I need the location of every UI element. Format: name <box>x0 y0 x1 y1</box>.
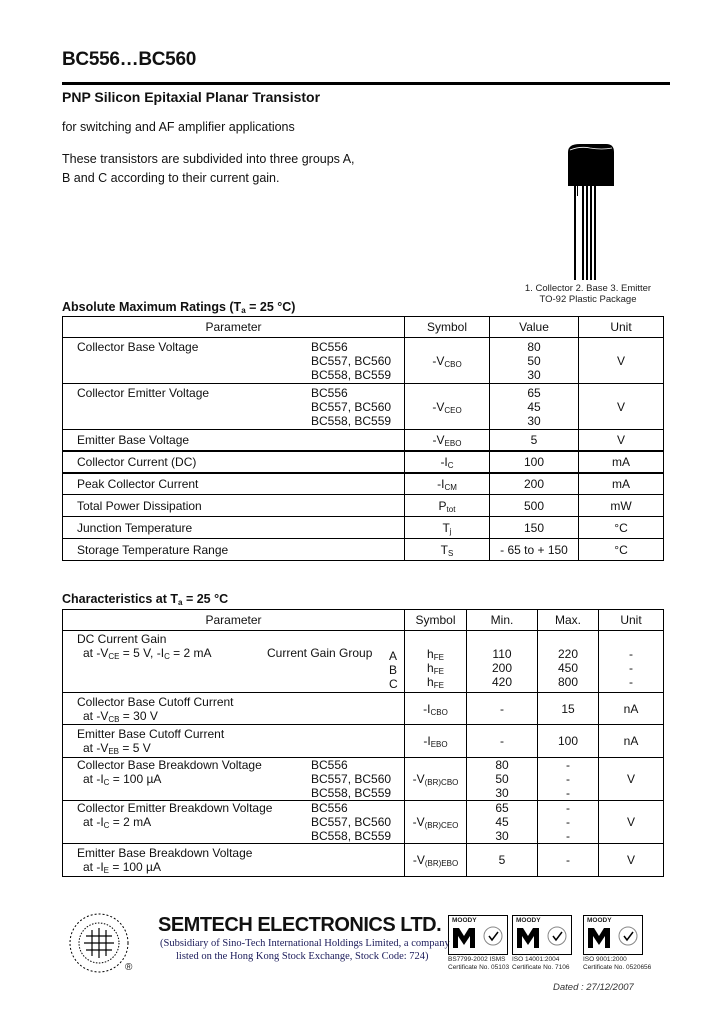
value: - 65 to + 150 <box>500 542 568 557</box>
pinout-text: 1. Collector 2. Base 3. Emitter <box>524 283 652 294</box>
header-symbol: Symbol <box>405 317 490 338</box>
parameter-name: Storage Temperature Range <box>77 542 229 557</box>
symbol <box>405 647 466 661</box>
table-row <box>63 725 664 758</box>
unit-cell: mA <box>579 451 664 473</box>
description-line-1: These transistors are subdivided into three groups A, <box>62 152 355 166</box>
condition-subscript: C <box>164 652 170 661</box>
symbol-cell <box>405 725 467 758</box>
table-row <box>63 338 664 384</box>
symbol-subscript: CEO <box>444 405 462 415</box>
test-condition <box>77 772 311 786</box>
unit-cell: V <box>579 384 664 430</box>
value: 100 <box>523 454 545 469</box>
min-value: 80 <box>495 758 509 772</box>
unit-cell: mA <box>579 473 664 495</box>
subsidiary-line-1: (Subsidiary of Sino-Tech International Holdings Limited, a company <box>160 938 450 949</box>
parameter-wrap <box>63 386 404 428</box>
symbol-cell <box>405 539 490 561</box>
unit-cell: V <box>599 801 664 844</box>
cert-standard: BS7799-2002 ISMS <box>448 956 506 963</box>
package-caption <box>520 283 656 305</box>
value: 65 <box>527 385 541 400</box>
condition-text: = 100 µA <box>109 772 162 786</box>
parameter-name: Emitter Base Cutoff Current <box>77 727 225 741</box>
symbol-cell <box>405 758 467 801</box>
max-cell <box>538 693 599 725</box>
parameter-cell <box>63 517 405 539</box>
test-condition <box>77 815 311 829</box>
value-cell <box>490 384 579 430</box>
min-cell <box>467 758 538 801</box>
to92-package-image <box>540 140 650 280</box>
min-value-stack <box>467 702 537 716</box>
min-cell <box>467 844 538 877</box>
value: 30 <box>527 413 541 428</box>
parameter-block <box>77 727 311 755</box>
symbol-base: -V <box>432 432 445 447</box>
parameter-cell <box>63 539 405 561</box>
registered-mark: ® <box>125 962 133 973</box>
cert-brand: MOODY <box>452 917 477 924</box>
min-value: 420 <box>491 675 513 689</box>
document-subtitle: PNP Silicon Epitaxial Planar Transistor <box>62 89 321 105</box>
symbol-cell <box>405 451 490 473</box>
subsidiary-line-2: listed on the Hong Kong Stock Exchange, Stock Code: 724) <box>176 951 429 962</box>
unit-cell: °C <box>579 539 664 561</box>
parameter-wrap <box>63 499 404 513</box>
symbol-base: T <box>442 520 450 535</box>
header-min: Min. <box>467 610 538 631</box>
device-type: BC557, BC560 <box>311 353 392 368</box>
min-value-stack <box>467 801 537 843</box>
table-row-dc-current-gain <box>63 631 664 693</box>
max-cell <box>538 844 599 877</box>
symbol-base: -V <box>412 815 425 829</box>
condition-text: at -V <box>83 741 109 755</box>
title-text: Characteristics at T <box>62 592 179 606</box>
max-value-stack <box>538 734 598 748</box>
symbol-cell <box>405 495 490 517</box>
value-cell <box>490 539 579 561</box>
min-value: 65 <box>495 801 509 815</box>
semtech-logo <box>68 912 133 974</box>
symbol-subscript: tot <box>446 504 456 514</box>
value-stack <box>490 386 578 428</box>
cert-number: Certificate No. 7106 <box>512 964 570 971</box>
condition-text: at -I <box>83 860 104 874</box>
symbol-subscript: EBO <box>444 438 462 448</box>
unit-cell: nA <box>599 693 664 725</box>
symbol-subscript: CBO <box>430 707 448 717</box>
symbol-subscript: FE <box>433 681 444 690</box>
package-name: TO-92 Plastic Package <box>539 294 637 305</box>
header-parameter: Parameter <box>63 610 405 631</box>
max-cell <box>538 801 599 844</box>
symbol-subscript: j <box>449 526 452 536</box>
value-stack <box>490 340 578 382</box>
parameter-wrap <box>63 727 404 755</box>
table-row <box>63 758 664 801</box>
value: 200 <box>523 476 545 491</box>
min-value: - <box>500 701 504 716</box>
table-row <box>63 473 664 495</box>
symbol-cell <box>405 517 490 539</box>
parameter-wrap <box>63 846 404 874</box>
symbol-subscript: FE <box>433 653 444 662</box>
test-condition <box>77 709 311 723</box>
value-cell <box>490 495 579 517</box>
parameter-cell <box>63 801 405 844</box>
symbol-subscript: S <box>448 548 454 558</box>
parameter-name: Emitter Base Voltage <box>77 432 190 447</box>
characteristics-table <box>62 609 664 877</box>
min-value: 5 <box>498 853 506 867</box>
parameter-wrap <box>63 543 404 557</box>
unit-cell: °C <box>579 517 664 539</box>
parameter-block <box>77 758 311 786</box>
dated-text: Dated : 27/12/2007 <box>553 982 634 993</box>
condition-subscript: C <box>103 778 110 787</box>
max-value: 15 <box>561 701 575 716</box>
min-value: 30 <box>495 786 509 800</box>
condition-subscript: CE <box>108 652 120 661</box>
unit-value: - <box>629 661 633 675</box>
value-cell <box>490 338 579 384</box>
header-parameter: Parameter <box>63 317 405 338</box>
device-type: BC558, BC559 <box>311 413 392 428</box>
value-stack <box>490 499 578 513</box>
parameter-name: Collector Emitter Voltage <box>77 385 210 400</box>
symbol-cell <box>405 801 467 844</box>
symbol-subscript: EBO <box>430 740 448 749</box>
unit-cell: mW <box>579 495 664 517</box>
condition-subscript: CB <box>108 714 120 724</box>
symbol-subscript: FE <box>433 667 444 676</box>
symbol-base: -V <box>412 853 425 867</box>
header-unit: Unit <box>599 610 664 631</box>
parameter-cell <box>63 451 405 473</box>
value: 30 <box>527 367 541 382</box>
parameter-cell <box>63 384 405 430</box>
unit-cell: V <box>599 758 664 801</box>
parameter-block <box>77 695 311 723</box>
unit-value: - <box>629 675 633 689</box>
value: 150 <box>523 520 545 535</box>
parameter-wrap <box>63 477 404 491</box>
device-type-stack <box>311 801 404 843</box>
value-cell <box>490 451 579 473</box>
title-divider <box>62 82 670 85</box>
parameter-name: Collector Emitter Breakdown Voltage <box>77 801 273 815</box>
value: 50 <box>527 353 541 368</box>
unit-value: - <box>629 647 633 661</box>
header-symbol: Symbol <box>405 610 467 631</box>
parameter-block <box>77 632 267 660</box>
symbol-subscript: (BR)EBO <box>424 859 459 868</box>
parameter-wrap <box>63 521 404 535</box>
symbol <box>405 675 466 689</box>
symbol-subscript: (BR)CEO <box>424 821 459 830</box>
device-type: BC558, BC559 <box>311 786 392 800</box>
symbol-base: -V <box>432 399 445 414</box>
value-stack <box>490 455 578 469</box>
cert-brand: MOODY <box>587 917 612 924</box>
value-cell <box>490 430 579 451</box>
condition-text: at -I <box>83 815 104 829</box>
symbol-subscript: (BR)CBO <box>424 778 459 787</box>
current-gain-group-label: Current Gain Group <box>267 646 373 660</box>
parameter-wrap <box>63 455 404 469</box>
symbol-base: h <box>427 661 434 675</box>
condition-subscript: C <box>103 821 110 830</box>
value-stack <box>490 477 578 491</box>
parameter-wrap <box>63 340 404 382</box>
min-value: 50 <box>495 772 509 786</box>
symbol-cell <box>405 473 490 495</box>
max-value: 100 <box>557 734 579 748</box>
min-value: 110 <box>492 647 512 661</box>
device-type-stack <box>311 386 404 428</box>
title-text: = 25 °C <box>182 592 229 606</box>
certification-badge <box>448 915 508 955</box>
unit-cell: V <box>579 338 664 384</box>
parameter-cell <box>63 844 405 877</box>
parameter-wrap <box>63 695 404 723</box>
condition-text: at -V <box>83 708 109 723</box>
condition-text: at -I <box>83 772 104 786</box>
value: 5 <box>530 432 538 447</box>
unit-cell: V <box>599 844 664 877</box>
test-condition <box>77 646 267 660</box>
max-value-stack <box>538 853 598 867</box>
parameter-wrap <box>63 433 404 447</box>
symbol-subscript: CBO <box>444 359 462 369</box>
symbol-cell <box>405 338 490 384</box>
header-unit: Unit <box>579 317 664 338</box>
gain-group-letter: B <box>389 663 398 677</box>
parameter-name: Total Power Dissipation <box>77 498 202 513</box>
device-type: BC557, BC560 <box>311 772 392 786</box>
company-name: SEMTECH ELECTRONICS LTD. <box>158 914 442 936</box>
condition-text: at -V <box>83 646 109 660</box>
symbol-base: h <box>427 647 434 661</box>
symbol-cell <box>405 693 467 725</box>
cert-brand: MOODY <box>516 917 541 924</box>
parameter-cell <box>63 430 405 451</box>
unit-cell: nA <box>599 725 664 758</box>
parameter-wrap <box>63 632 404 691</box>
parameter-name: Collector Current (DC) <box>77 454 197 469</box>
max-value-stack <box>538 702 598 716</box>
condition-text: = 2 mA <box>109 815 152 829</box>
symbol-base: -I <box>437 476 445 491</box>
max-value-stack <box>538 758 598 800</box>
device-type: BC557, BC560 <box>311 399 392 414</box>
cert-number: Certificate No. 05103 <box>448 964 510 971</box>
table-row <box>63 517 664 539</box>
parameter-cell <box>63 631 405 693</box>
parameter-name: Peak Collector Current <box>77 476 199 491</box>
min-value: 200 <box>491 661 513 675</box>
gain-group-letter: C <box>389 677 398 691</box>
parameter-cell <box>63 338 405 384</box>
title-sub: a <box>241 306 246 315</box>
symbol-cell <box>405 384 490 430</box>
table-row <box>63 495 664 517</box>
min-value: 30 <box>495 829 509 843</box>
condition-subscript: E <box>103 866 110 875</box>
device-type: BC558, BC559 <box>311 829 392 843</box>
condition-text: = 5 V <box>119 741 151 755</box>
value: 45 <box>527 399 541 414</box>
certification-badge <box>512 915 572 955</box>
max-value: 800 <box>557 675 579 689</box>
application-text: for switching and AF amplifier applications <box>62 120 295 134</box>
min-cell <box>467 693 538 725</box>
condition-text: = 2 mA <box>169 646 212 660</box>
document-title: BC556…BC560 <box>62 49 196 70</box>
cert-number: Certificate No. 0520656 <box>583 964 652 971</box>
symbol-subscript: C <box>447 460 454 470</box>
max-cell <box>538 725 599 758</box>
symbol-cell <box>405 631 467 693</box>
abs-max-title <box>62 300 295 314</box>
min-value: 45 <box>495 815 509 829</box>
parameter-cell <box>63 693 405 725</box>
header-max: Max. <box>538 610 599 631</box>
device-type: BC558, BC559 <box>311 367 392 382</box>
max-cell <box>538 631 599 693</box>
symbol-base: -I <box>423 701 431 716</box>
device-type-stack <box>311 340 404 382</box>
test-condition <box>77 860 311 874</box>
description-line-2: B and C according to their current gain. <box>62 171 280 185</box>
max-value: - <box>566 801 570 815</box>
max-value-stack <box>538 801 598 843</box>
parameter-name: Collector Base Breakdown Voltage <box>77 758 262 772</box>
cert-standard: ISO 14001:2004 <box>512 956 560 963</box>
min-cell <box>467 725 538 758</box>
header-value: Value <box>490 317 579 338</box>
symbol-subscript: CM <box>444 482 457 492</box>
device-type: BC557, BC560 <box>311 815 392 829</box>
max-cell <box>538 758 599 801</box>
parameter-cell <box>63 495 405 517</box>
device-type: BC556 <box>311 758 348 772</box>
symbol-base: -V <box>432 353 445 368</box>
max-value: - <box>566 772 570 786</box>
device-type: BC556 <box>311 339 348 354</box>
condition-text: = 30 V <box>119 708 158 723</box>
max-value: 450 <box>557 661 579 675</box>
value-stack <box>490 521 578 535</box>
unit-cell: V <box>579 430 664 451</box>
table-row <box>63 844 664 877</box>
max-value: - <box>566 829 570 843</box>
parameter-name: Emitter Base Breakdown Voltage <box>77 846 253 860</box>
symbol-cell <box>405 844 467 877</box>
symbol-base: h <box>427 675 434 689</box>
parameter-name: Collector Base Cutoff Current <box>77 694 234 709</box>
cert-standard: ISO 9001:2000 <box>583 956 627 963</box>
parameter-wrap <box>63 758 404 800</box>
symbol-base: P <box>438 498 447 513</box>
min-value-stack <box>467 853 537 867</box>
device-type-stack <box>311 758 404 800</box>
table-row <box>63 430 664 451</box>
value-cell <box>490 517 579 539</box>
condition-text: = 5 V, -I <box>119 646 165 660</box>
title-text: = 25 °C) <box>245 300 296 314</box>
value-cell <box>490 473 579 495</box>
parameter-block <box>77 801 311 829</box>
test-condition <box>77 741 311 755</box>
max-value: 220 <box>557 647 579 661</box>
parameter-wrap <box>63 801 404 843</box>
parameter-name: DC Current Gain <box>77 632 167 646</box>
min-cell <box>467 631 538 693</box>
device-type: BC556 <box>311 385 348 400</box>
gain-group-letter: A <box>389 649 398 663</box>
absolute-maximum-ratings-table <box>62 316 664 561</box>
value: 80 <box>527 339 541 354</box>
max-value: - <box>566 853 570 867</box>
symbol <box>405 661 466 675</box>
max-value: - <box>566 758 570 772</box>
parameter-block <box>77 846 311 874</box>
symbol-base: -I <box>423 734 431 748</box>
parameter-name: Collector Base Voltage <box>77 339 199 354</box>
parameter-cell <box>63 758 405 801</box>
certification-badge <box>583 915 643 955</box>
unit-cell <box>599 631 664 693</box>
parameter-name: Junction Temperature <box>77 520 193 535</box>
table-row <box>63 539 664 561</box>
value-stack <box>490 433 578 447</box>
value: 500 <box>523 498 545 513</box>
min-value-stack <box>467 758 537 800</box>
min-cell <box>467 801 538 844</box>
gain-group-letters <box>389 632 397 691</box>
parameter-cell <box>63 725 405 758</box>
table-row <box>63 801 664 844</box>
title-sub: a <box>178 598 183 607</box>
table-row <box>63 451 664 473</box>
parameter-cell <box>63 473 405 495</box>
characteristics-title <box>62 592 228 606</box>
symbol-base: -I <box>440 454 448 469</box>
max-value: - <box>566 786 570 800</box>
symbol-base: -V <box>412 772 425 786</box>
table-row <box>63 384 664 430</box>
condition-subscript: EB <box>108 747 120 756</box>
device-type: BC556 <box>311 801 348 815</box>
symbol-cell <box>405 430 490 451</box>
max-value: - <box>566 815 570 829</box>
symbol-base: T <box>440 542 448 557</box>
table-row <box>63 693 664 725</box>
min-value-stack <box>467 734 537 748</box>
value-stack <box>490 543 578 557</box>
condition-text: = 100 µA <box>109 860 161 874</box>
min-value: - <box>500 734 504 748</box>
title-text: Absolute Maximum Ratings (T <box>62 300 242 314</box>
